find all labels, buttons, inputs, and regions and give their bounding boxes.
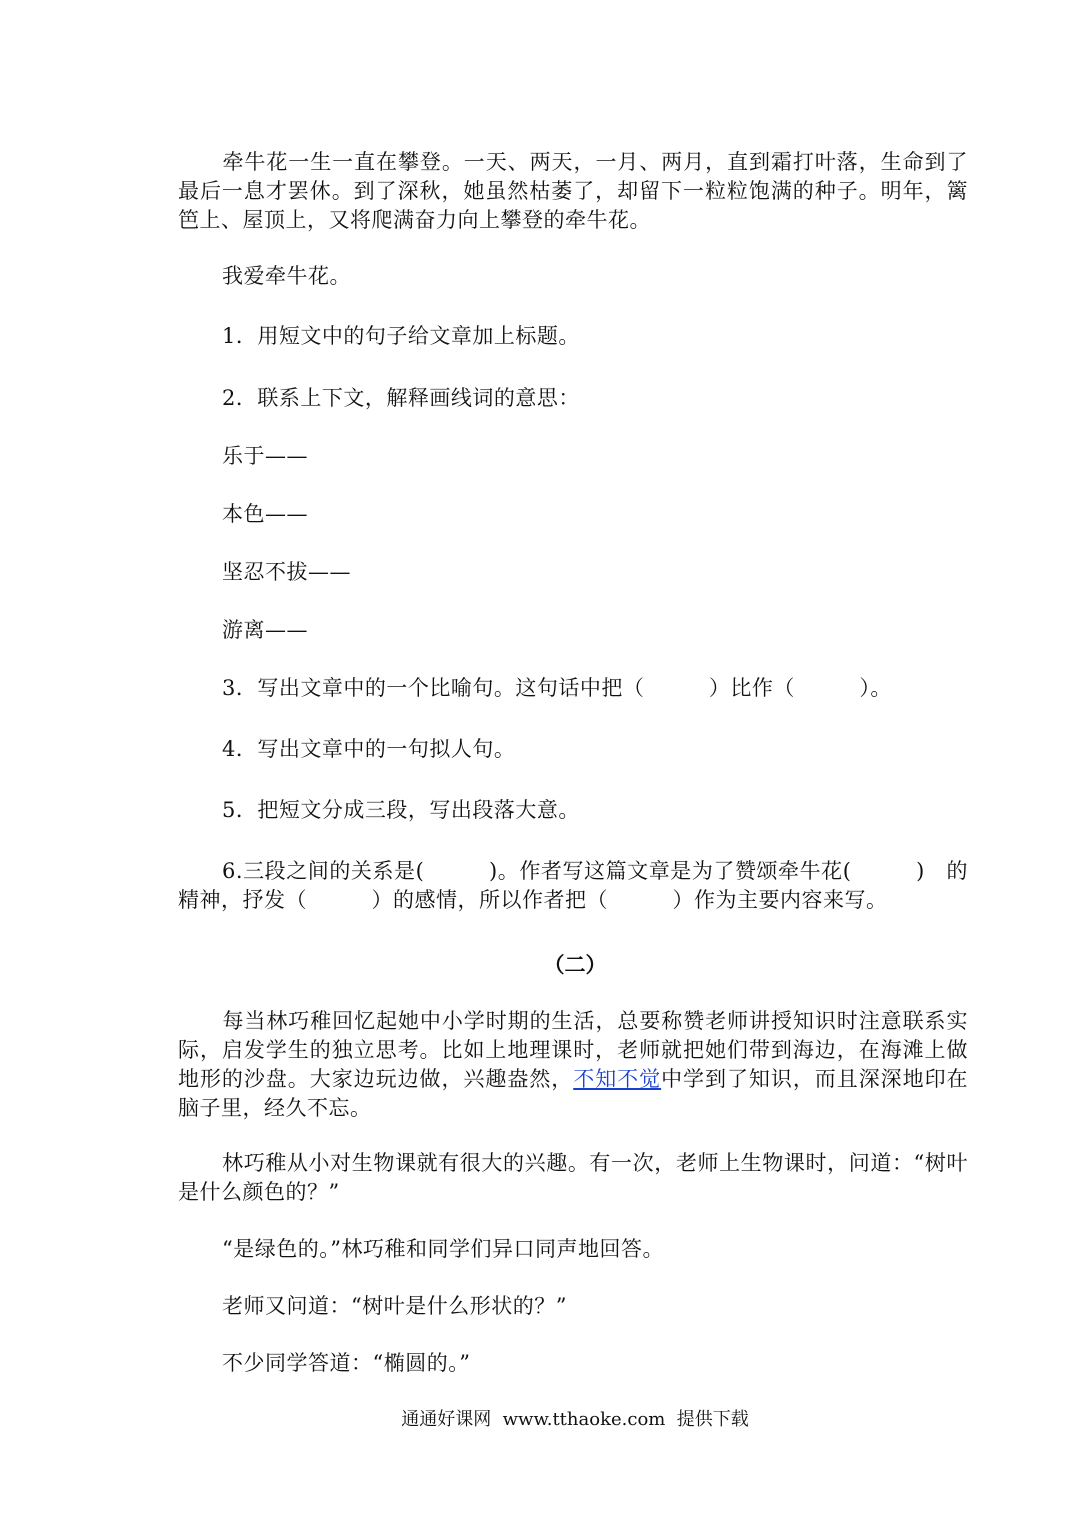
question-6 — [178, 857, 968, 915]
passage-paragraph-text: 牵牛花一生一直在攀登。一天、两天，一月、两月，直到霜打叶落，生命到了最后一息才罢休。到了深秋，她虽然枯萎了，却留下一粒粒饱满的种子。明年，篱笆上、屋顶上，又将爬满奋力向上攀登的牵牛花。 — [178, 150, 968, 232]
section-title: （二） — [543, 952, 607, 977]
section2-paragraph-2 — [178, 1149, 968, 1207]
section2-paragraph-4: 老师又问道：“树叶是什么形状的？” — [222, 1294, 567, 1318]
passage-closing-line: 我爱牵牛花。 — [222, 264, 351, 288]
word-item: 乐于—— — [222, 444, 308, 468]
section2-paragraph-3: “是绿色的。”林巧稚和同学们异口同声地回答。 — [222, 1237, 664, 1261]
section2-paragraph-1 — [178, 1007, 968, 1123]
underlined-link[interactable]: 不知不觉 — [573, 1067, 662, 1091]
question-3: 3．写出文章中的一个比喻句。这句话中把（ ）比作（ ）。 — [222, 676, 892, 700]
word-item: 游离—— — [222, 618, 308, 642]
question-1: 1．用短文中的句子给文章加上标题。 — [222, 324, 580, 348]
question-6-text: 6.三段之间的关系是( )。作者写这篇文章是为了赞颂牵牛花( ) 的精神，抒发（ ）的感情，所以作者把（ ）作为主要内容来写。 — [178, 859, 968, 912]
paragraph-text: 林巧稚从小对生物课就有很大的兴趣。有一次，老师上生物课时，问道：“树叶是什么颜色的？” — [178, 1151, 968, 1204]
word-item: 本色—— — [222, 502, 308, 526]
paragraph-text: 中学到了知识，而且深深地印在脑子里，经久不忘。 — [178, 1067, 969, 1120]
question-4: 4．写出文章中的一句拟人句。 — [222, 737, 516, 761]
question-2: 2．联系上下文，解释画线词的意思： — [222, 386, 580, 410]
page-footer: 通通好课网 www.tthaoke.com 提供下载 — [401, 1409, 749, 1430]
question-5: 5．把短文分成三段，写出段落大意。 — [222, 798, 580, 822]
word-item: 坚忍不拔—— — [222, 560, 351, 584]
passage-paragraph — [178, 148, 968, 235]
paragraph-text: 每当林巧稚回忆起她中小学时期的生活，总要称赞老师讲授知识时注意联系实际，启发学生的独立思考。比如上地理课时，老师就把她们带到海边，在海滩上做地形的沙盘。大家边玩边做，兴趣盎然， — [178, 1009, 968, 1091]
section2-paragraph-5: 不少同学答道：“椭圆的。” — [222, 1351, 471, 1375]
